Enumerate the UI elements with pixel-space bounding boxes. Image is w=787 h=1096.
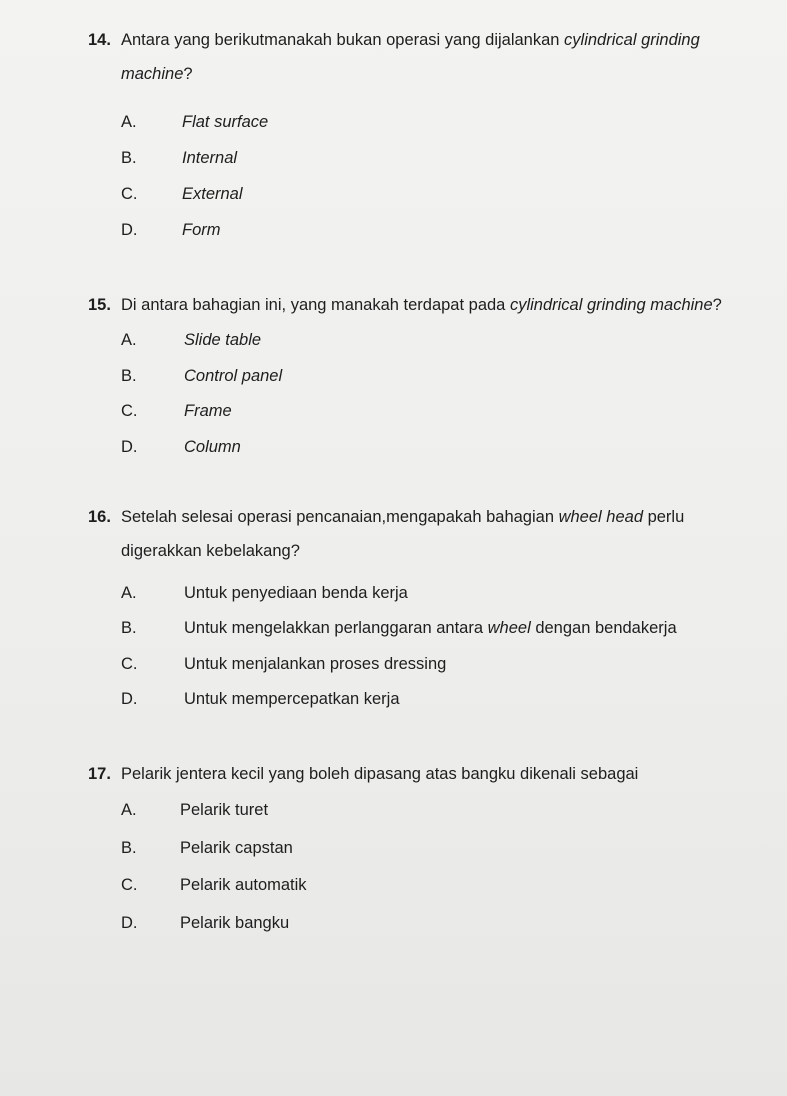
option-17-a[interactable] [0,801,787,823]
question-text: Pelarik jentera kecil yang boleh dipasang atas bangku dikenali sebagai [121,765,639,783]
option-label: B. [121,839,137,857]
option-label: D. [121,438,138,456]
option-label: D. [121,690,138,708]
option-16-a[interactable] [0,584,787,606]
option-label: C. [121,876,138,894]
option-14-b[interactable] [0,149,787,171]
option-text: Control panel [184,367,283,385]
option-text: Pelarik turet [180,801,269,819]
question-text: Antara yang berikutmanakah bukan operasi yang dijalankan cylindrical grinding machine? [121,31,700,83]
option-text: Pelarik automatik [180,876,307,894]
option-14-c[interactable] [0,185,787,207]
option-label: A. [121,113,137,131]
option-text: Form [182,221,221,239]
option-label: A. [121,801,137,819]
option-text: Untuk penyediaan benda kerja [184,584,408,602]
question-number: 17. [88,765,111,783]
option-text: Internal [182,149,238,167]
option-16-b[interactable] [0,619,787,641]
option-label: A. [121,331,137,349]
option-17-d[interactable] [0,914,787,936]
option-label: C. [121,655,138,673]
option-text: Flat surface [182,113,269,131]
option-16-d[interactable] [0,690,787,712]
option-label: C. [121,402,138,420]
option-15-b[interactable] [0,367,787,389]
option-text: Column [184,438,241,456]
question-number: 14. [88,31,111,49]
question-text: Setelah selesai operasi pencanaian,mengapakah bahagian wheel head perlu digerakkan kebelakang? [121,508,685,560]
option-15-d[interactable] [0,438,787,460]
option-text: Untuk mempercepatkan kerja [184,690,400,708]
option-label: D. [121,914,138,932]
option-label: B. [121,149,137,167]
option-15-a[interactable] [0,331,787,353]
option-label: D. [121,221,138,239]
option-label: B. [121,619,137,637]
option-label: B. [121,367,137,385]
option-17-c[interactable] [0,876,787,898]
option-text: Pelarik capstan [180,839,293,857]
option-label: C. [121,185,138,203]
option-14-d[interactable] [0,221,787,243]
option-text: Untuk menjalankan proses dressing [184,655,447,673]
option-text: Untuk mengelakkan perlanggaran antara wheel dengan bendakerja [184,619,677,637]
question-text: Di antara bahagian ini, yang manakah terdapat pada cylindrical grinding machine? [121,296,722,314]
option-text: External [182,185,243,203]
question-number: 15. [88,296,111,314]
question-number: 16. [88,508,111,526]
option-14-a[interactable] [0,113,787,135]
option-text: Pelarik bangku [180,914,290,932]
option-text: Slide table [184,331,262,349]
option-17-b[interactable] [0,839,787,861]
option-16-c[interactable] [0,655,787,677]
option-label: A. [121,584,137,602]
option-15-c[interactable] [0,402,787,424]
option-text: Frame [184,402,232,420]
